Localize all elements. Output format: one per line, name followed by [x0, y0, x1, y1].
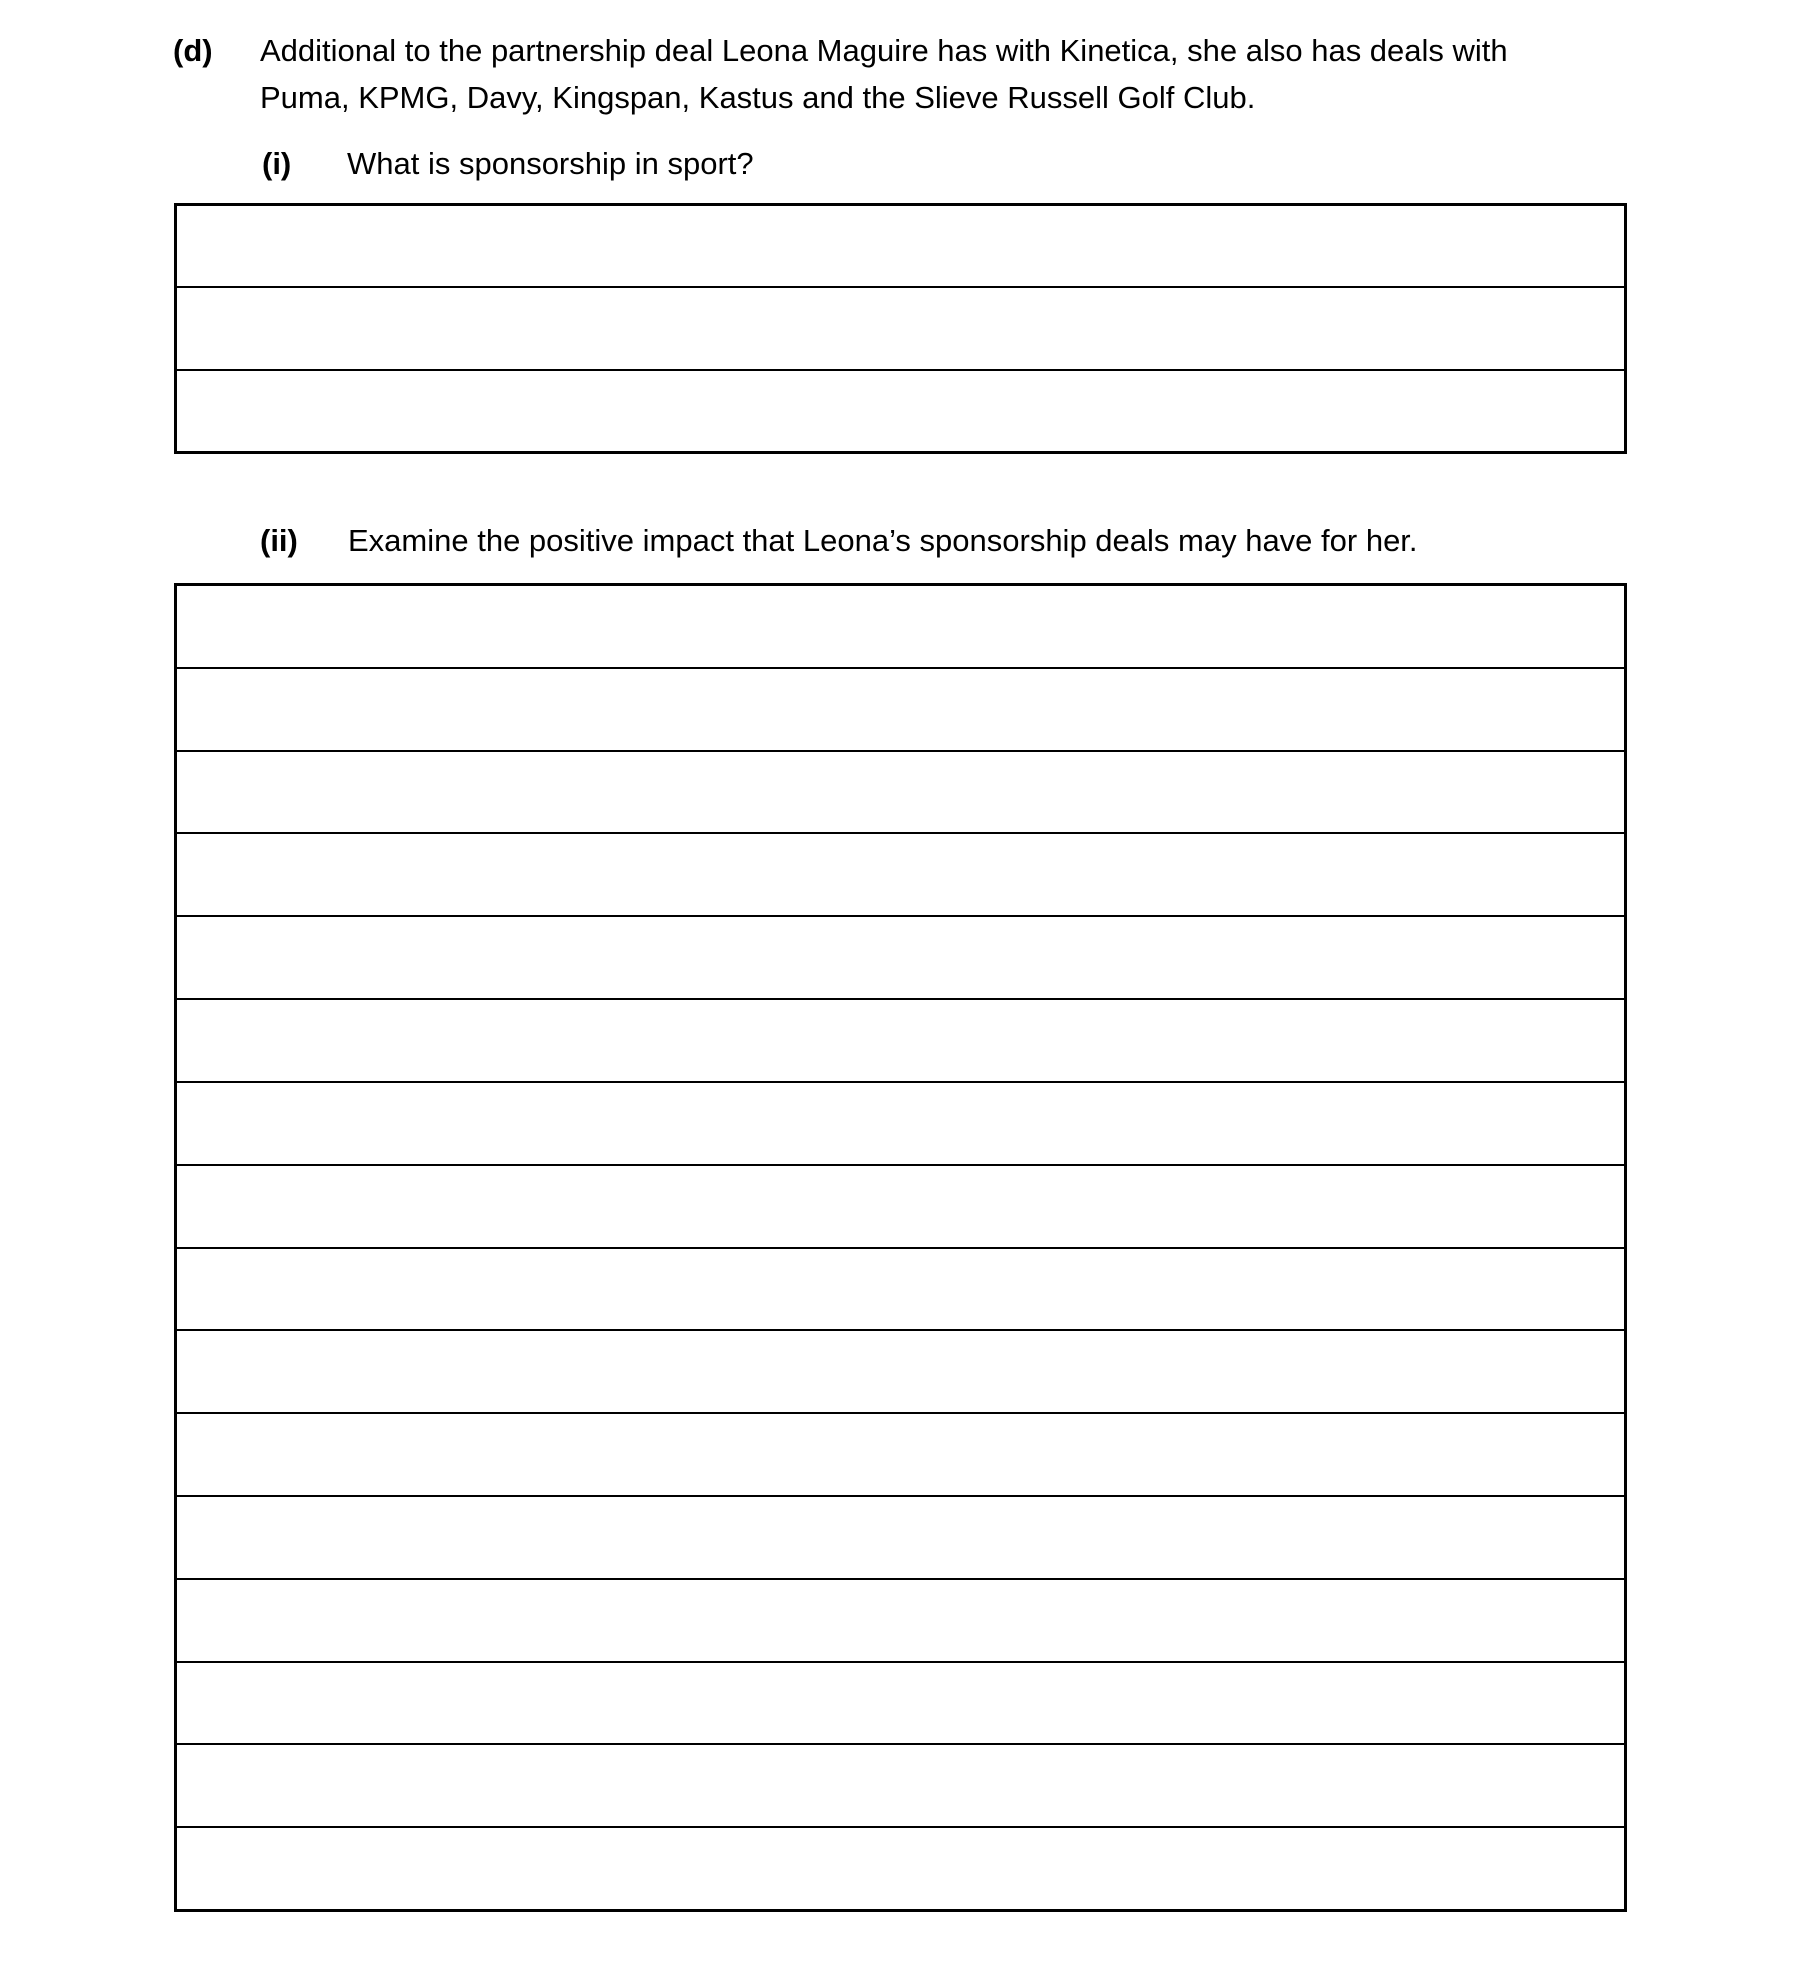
- answer-line[interactable]: [177, 1661, 1624, 1744]
- answer-box-i: [174, 203, 1627, 454]
- answer-line[interactable]: [177, 1495, 1624, 1578]
- question-d-label: (d): [173, 33, 213, 68]
- answer-line[interactable]: [177, 1412, 1624, 1495]
- answer-box-ii: [174, 583, 1627, 1912]
- question-d-text-line1: Additional to the partnership deal Leona Maguire has with Kinetica, she also has deals with: [260, 33, 1508, 68]
- answer-line[interactable]: [177, 1247, 1624, 1330]
- answer-line[interactable]: [177, 1826, 1624, 1909]
- question-d: [173, 27, 1508, 121]
- sub-question-i: [262, 140, 754, 187]
- answer-line[interactable]: [177, 1081, 1624, 1164]
- answer-line[interactable]: [177, 667, 1624, 750]
- answer-line[interactable]: [177, 915, 1624, 998]
- answer-line[interactable]: [177, 1164, 1624, 1247]
- answer-line[interactable]: [177, 369, 1624, 451]
- answer-line[interactable]: [177, 286, 1624, 368]
- answer-line[interactable]: [177, 832, 1624, 915]
- sub-question-ii-label: (ii): [260, 523, 298, 558]
- question-d-text: [260, 27, 1508, 121]
- answer-line[interactable]: [177, 1329, 1624, 1412]
- answer-line[interactable]: [177, 1578, 1624, 1661]
- answer-line[interactable]: [177, 1743, 1624, 1826]
- answer-line[interactable]: [177, 586, 1624, 667]
- sub-question-i-text: What is sponsorship in sport?: [347, 146, 754, 181]
- answer-line[interactable]: [177, 998, 1624, 1081]
- sub-question-ii: [260, 517, 1418, 564]
- question-d-text-line2: Puma, KPMG, Davy, Kingspan, Kastus and the Slieve Russell Golf Club.: [260, 80, 1256, 115]
- answer-line[interactable]: [177, 206, 1624, 286]
- sub-question-i-label: (i): [262, 146, 292, 181]
- sub-question-ii-text: Examine the positive impact that Leona’s sponsorship deals may have for her.: [348, 523, 1418, 558]
- answer-line[interactable]: [177, 750, 1624, 833]
